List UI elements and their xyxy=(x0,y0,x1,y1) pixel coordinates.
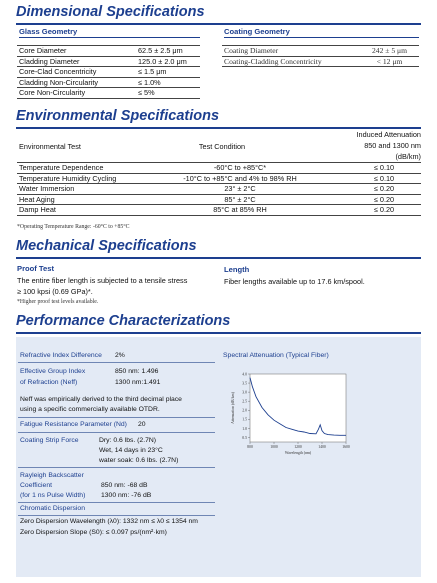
proof-test-text-1: The entire fiber length is subjected to a tensile stress xyxy=(17,276,188,285)
table-row xyxy=(222,56,419,67)
y-tick-label: 3.5 xyxy=(242,381,247,386)
y-tick-label: 2.5 xyxy=(242,399,247,404)
glass-label: Core-Clad Concentricity xyxy=(17,67,136,78)
glass-value: ≤ 1.5 μm xyxy=(136,67,200,78)
env-test: Damp Heat xyxy=(17,205,151,216)
x-tick-label: 800 xyxy=(247,445,253,449)
env-test: Water Immersion xyxy=(17,184,151,195)
dimensional-rule xyxy=(16,23,421,25)
x-tick-label: 1600 xyxy=(342,445,350,449)
y-tick-label: 4.0 xyxy=(242,372,247,377)
refractive-index-value: 2% xyxy=(115,352,125,359)
col-test-condition: Test Condition xyxy=(198,142,246,151)
performance-title: Performance Characterizations xyxy=(16,313,231,329)
table-row xyxy=(17,205,421,216)
table-row xyxy=(17,184,421,195)
rayleigh-label-1: Rayleigh Backscatter xyxy=(20,472,84,479)
strip-force-value-3: water soak: 0.6 lbs. (2.7N) xyxy=(99,457,179,464)
chromatic-dispersion-label: Chromatic Dispersion xyxy=(20,505,85,512)
chart-title: Spectral Attenuation (Typical Fiber) xyxy=(223,352,329,359)
divider xyxy=(18,502,215,503)
table-row xyxy=(17,163,421,174)
coating-label: Coating-Cladding Concentricity xyxy=(222,56,360,67)
glass-label: Core Non-Circularity xyxy=(17,88,136,99)
table-row xyxy=(17,77,200,88)
group-index-label-1: Effective Group Index xyxy=(20,368,86,375)
env-condition: 85°C at 85% RH xyxy=(151,205,329,216)
group-index-value-2: 1300 nm:1.491 xyxy=(115,379,161,386)
environmental-footnote: *Operating Temperature Range: -60°C to +85°C xyxy=(17,224,130,230)
x-axis-label: Wavelength (nm) xyxy=(284,451,312,455)
environmental-table xyxy=(17,162,421,216)
proof-test-title: Proof Test xyxy=(17,264,54,273)
length-text: Fiber lengths available up to 17.6 km/spool. xyxy=(224,277,365,286)
length-title: Length xyxy=(224,265,250,274)
y-tick-label: 1.0 xyxy=(242,426,247,431)
fatigue-value: 20 xyxy=(138,421,146,428)
rayleigh-value-1: 850 nm: -68 dB xyxy=(101,482,148,489)
performance-rule xyxy=(16,332,421,334)
rayleigh-value-2: 1300 nm: -76 dB xyxy=(101,492,152,499)
dimensional-title: Dimensional Specifications xyxy=(16,4,205,20)
rayleigh-label-3: (for 1 ns Pulse Width) xyxy=(20,492,86,499)
glass-label: Core Diameter xyxy=(17,46,136,57)
coating-geometry-table xyxy=(222,45,419,67)
group-index-value-1: 850 nm: 1.496 xyxy=(115,368,159,375)
divider xyxy=(18,362,215,363)
zero-dispersion-wavelength: Zero Dispersion Wavelength (λ0): 1332 nm ≤ λ0 ≤ 1354 nm xyxy=(20,518,198,525)
env-test: Heat Aging xyxy=(17,194,151,205)
env-condition: 85° ± 2°C xyxy=(151,194,329,205)
glass-value: 62.5 ± 2.5 μm xyxy=(136,46,200,57)
proof-test-text-2: ≥ 100 kpsi (0.69 GPa)*. xyxy=(17,287,93,296)
col-atten-line1: Induced Attenuation xyxy=(356,130,421,139)
plot-area xyxy=(250,374,346,442)
environmental-rule xyxy=(16,127,421,129)
env-value: ≤ 0.10 xyxy=(329,163,421,174)
table-row xyxy=(17,67,200,78)
x-tick-label: 1000 xyxy=(270,445,278,449)
glass-label: Cladding Diameter xyxy=(17,56,136,67)
y-tick-label: 3.0 xyxy=(242,390,247,395)
coating-geometry-underline xyxy=(224,37,419,38)
divider xyxy=(18,432,215,433)
mechanical-title: Mechanical Specifications xyxy=(16,238,197,254)
table-row xyxy=(17,194,421,205)
col-atten-line2: 850 and 1300 nm xyxy=(364,141,421,150)
y-axis-label: Attenuation (dB/km) xyxy=(231,392,235,424)
env-test: Temperature Humidity Cycling xyxy=(17,173,151,184)
environmental-title: Environmental Specifications xyxy=(16,108,220,124)
col-environmental-test: Environmental Test xyxy=(19,142,81,151)
divider xyxy=(18,515,215,516)
table-row xyxy=(17,46,200,57)
table-row xyxy=(17,88,200,99)
env-value: ≤ 0.10 xyxy=(329,173,421,184)
glass-geometry-table xyxy=(17,45,200,99)
rayleigh-label-2: Coefficient xyxy=(20,482,52,489)
env-value: ≤ 0.20 xyxy=(329,205,421,216)
env-condition: -60°C to +85°C* xyxy=(151,163,329,174)
group-index-label-2: of Refraction (Neff) xyxy=(20,379,78,386)
glass-value: ≤ 5% xyxy=(136,88,200,99)
env-value: ≤ 0.20 xyxy=(329,194,421,205)
y-tick-label: 0.5 xyxy=(242,435,247,440)
neff-note-2: using a specific commercially available OTDR. xyxy=(20,406,160,413)
divider xyxy=(18,467,215,468)
glass-geometry-title: Glass Geometry xyxy=(19,27,78,36)
strip-force-value-2: Wet, 14 days in 23°C xyxy=(99,447,163,454)
table-row xyxy=(222,46,419,57)
coating-label: Coating Diameter xyxy=(222,46,360,57)
glass-label: Cladding Non-Circularity xyxy=(17,77,136,88)
mechanical-rule xyxy=(16,257,421,259)
coating-value: < 12 μm xyxy=(360,56,419,67)
refractive-index-label: Refractive Index Difference xyxy=(20,352,102,359)
env-value: ≤ 0.20 xyxy=(329,184,421,195)
table-row xyxy=(17,173,421,184)
strip-force-label: Coating Strip Force xyxy=(20,437,79,444)
glass-value: 125.0 ± 2.0 μm xyxy=(136,56,200,67)
coating-geometry-title: Coating Geometry xyxy=(224,27,290,36)
zero-dispersion-slope: Zero Dispersion Slope (S0): ≤ 0.097 ps/(nm²·km) xyxy=(20,529,167,536)
env-test: Temperature Dependence xyxy=(17,163,151,174)
y-tick-label: 1.5 xyxy=(242,417,247,422)
glass-value: ≤ 1.0% xyxy=(136,77,200,88)
glass-geometry-underline xyxy=(19,37,200,38)
col-atten-line3: (dB/km) xyxy=(395,152,421,161)
table-row xyxy=(17,56,200,67)
x-tick-label: 1200 xyxy=(294,445,302,449)
fatigue-label: Fatigue Resistance Parameter (Nd) xyxy=(20,421,127,428)
neff-note-1: Neff was empirically derived to the third decimal place xyxy=(20,396,182,403)
y-tick-label: 2.0 xyxy=(242,408,247,413)
env-condition: -10°C to +85°C and 4% to 98% RH xyxy=(151,173,329,184)
x-tick-label: 1400 xyxy=(318,445,326,449)
spectral-attenuation-chart xyxy=(228,368,358,458)
divider xyxy=(18,417,215,418)
env-condition: 23° ± 2°C xyxy=(151,184,329,195)
proof-test-footnote: *Higher proof test levels available. xyxy=(17,299,99,305)
coating-value: 242 ± 5 μm xyxy=(360,46,419,57)
strip-force-value-1: Dry: 0.6 lbs. (2.7N) xyxy=(99,437,157,444)
